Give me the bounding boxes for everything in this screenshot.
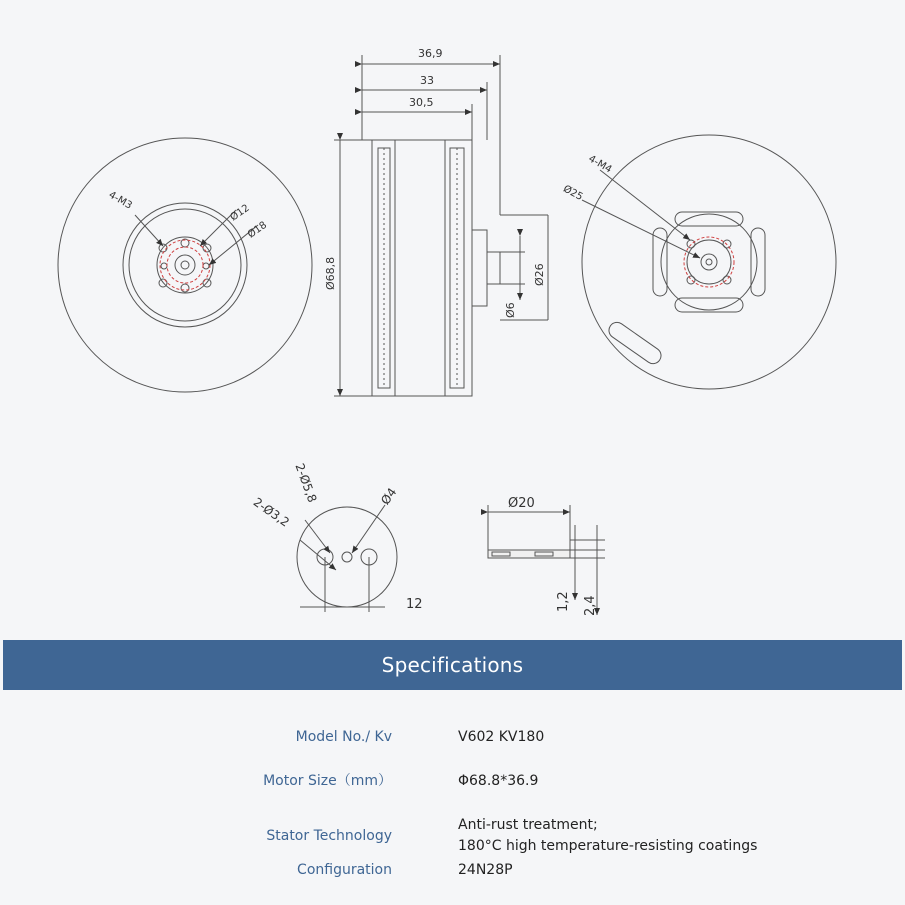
front-thread-leader (135, 215, 163, 246)
dim-flange-label: Ø26 (533, 263, 546, 286)
spec-value-line2: 180°C high temperature-resisting coatings (458, 838, 758, 854)
arm-spacing-label: 12 (406, 597, 423, 612)
back-thread-leader (600, 170, 690, 240)
back-pcd-leader (582, 200, 700, 258)
front-shaft-circle (175, 255, 195, 275)
back-shaft-circle (701, 254, 717, 270)
washer-t1-label: 1,2 (556, 591, 571, 612)
back-vent-slot (751, 228, 765, 296)
spec-label: Configuration (297, 862, 392, 878)
spec-value: V602 KV180 (458, 729, 545, 745)
spec-value: Φ68.8*36.9 (458, 773, 539, 789)
front-hole (203, 263, 209, 269)
washer-body (488, 550, 570, 558)
dim-total-label: 36,9 (418, 47, 443, 60)
arm-small-leader (300, 540, 336, 570)
back-shaft-core (706, 259, 712, 265)
side-view (334, 55, 548, 396)
front-hole (181, 284, 189, 292)
back-view (582, 135, 836, 389)
front-view (58, 138, 312, 392)
front-thread-label: 4-M3 (106, 189, 134, 212)
spec-value: Anti-rust treatment; (458, 817, 598, 833)
back-hole (687, 276, 695, 284)
shaft (487, 252, 500, 284)
back-thread-label: 4-M4 (586, 153, 614, 176)
spec-label: Model No./ Kv (295, 729, 392, 745)
back-hole (723, 276, 731, 284)
spec-label: Motor Size（mm） (263, 773, 392, 789)
dim-diameter-label: Ø68,8 (324, 256, 337, 290)
spec-value: 24N28P (458, 862, 513, 878)
front-pitch-circle-inner (167, 247, 203, 283)
dim-mid-label: 33 (420, 74, 434, 87)
back-outer-circle (582, 135, 836, 389)
front-hole (161, 263, 167, 269)
washer-t2-label: 2,4 (583, 595, 598, 616)
front-shaft-core (181, 261, 189, 269)
shaft-flange (472, 230, 487, 306)
washer-diameter-label: Ø20 (508, 496, 535, 511)
arm-mount-center-hole (342, 552, 352, 562)
arm-big-holes-label: 2-Ø5,8 (292, 461, 320, 505)
arm-mount-circle (297, 507, 397, 607)
back-cable-slot (606, 319, 664, 367)
front-hub-inner-circle (129, 209, 241, 321)
back-pcd-label: Ø25 (561, 183, 585, 203)
arm-center-label: Ø4 (378, 485, 400, 508)
arm-mount-view (297, 505, 397, 612)
arm-small-holes-label: 2-Ø3,2 (250, 494, 292, 530)
specifications-header (3, 640, 902, 690)
back-pitch-circle (684, 237, 734, 287)
front-d18-label: Ø18 (245, 219, 270, 241)
specifications-title: Specifications (381, 653, 524, 677)
front-d12-label: Ø12 (228, 202, 252, 224)
spec-label: Stator Technology (266, 828, 392, 844)
arm-big-leader (305, 520, 330, 553)
dim-body-label: 30,5 (409, 96, 434, 109)
dim-shaft-label: Ø6 (504, 302, 517, 318)
front-outer-circle (58, 138, 312, 392)
